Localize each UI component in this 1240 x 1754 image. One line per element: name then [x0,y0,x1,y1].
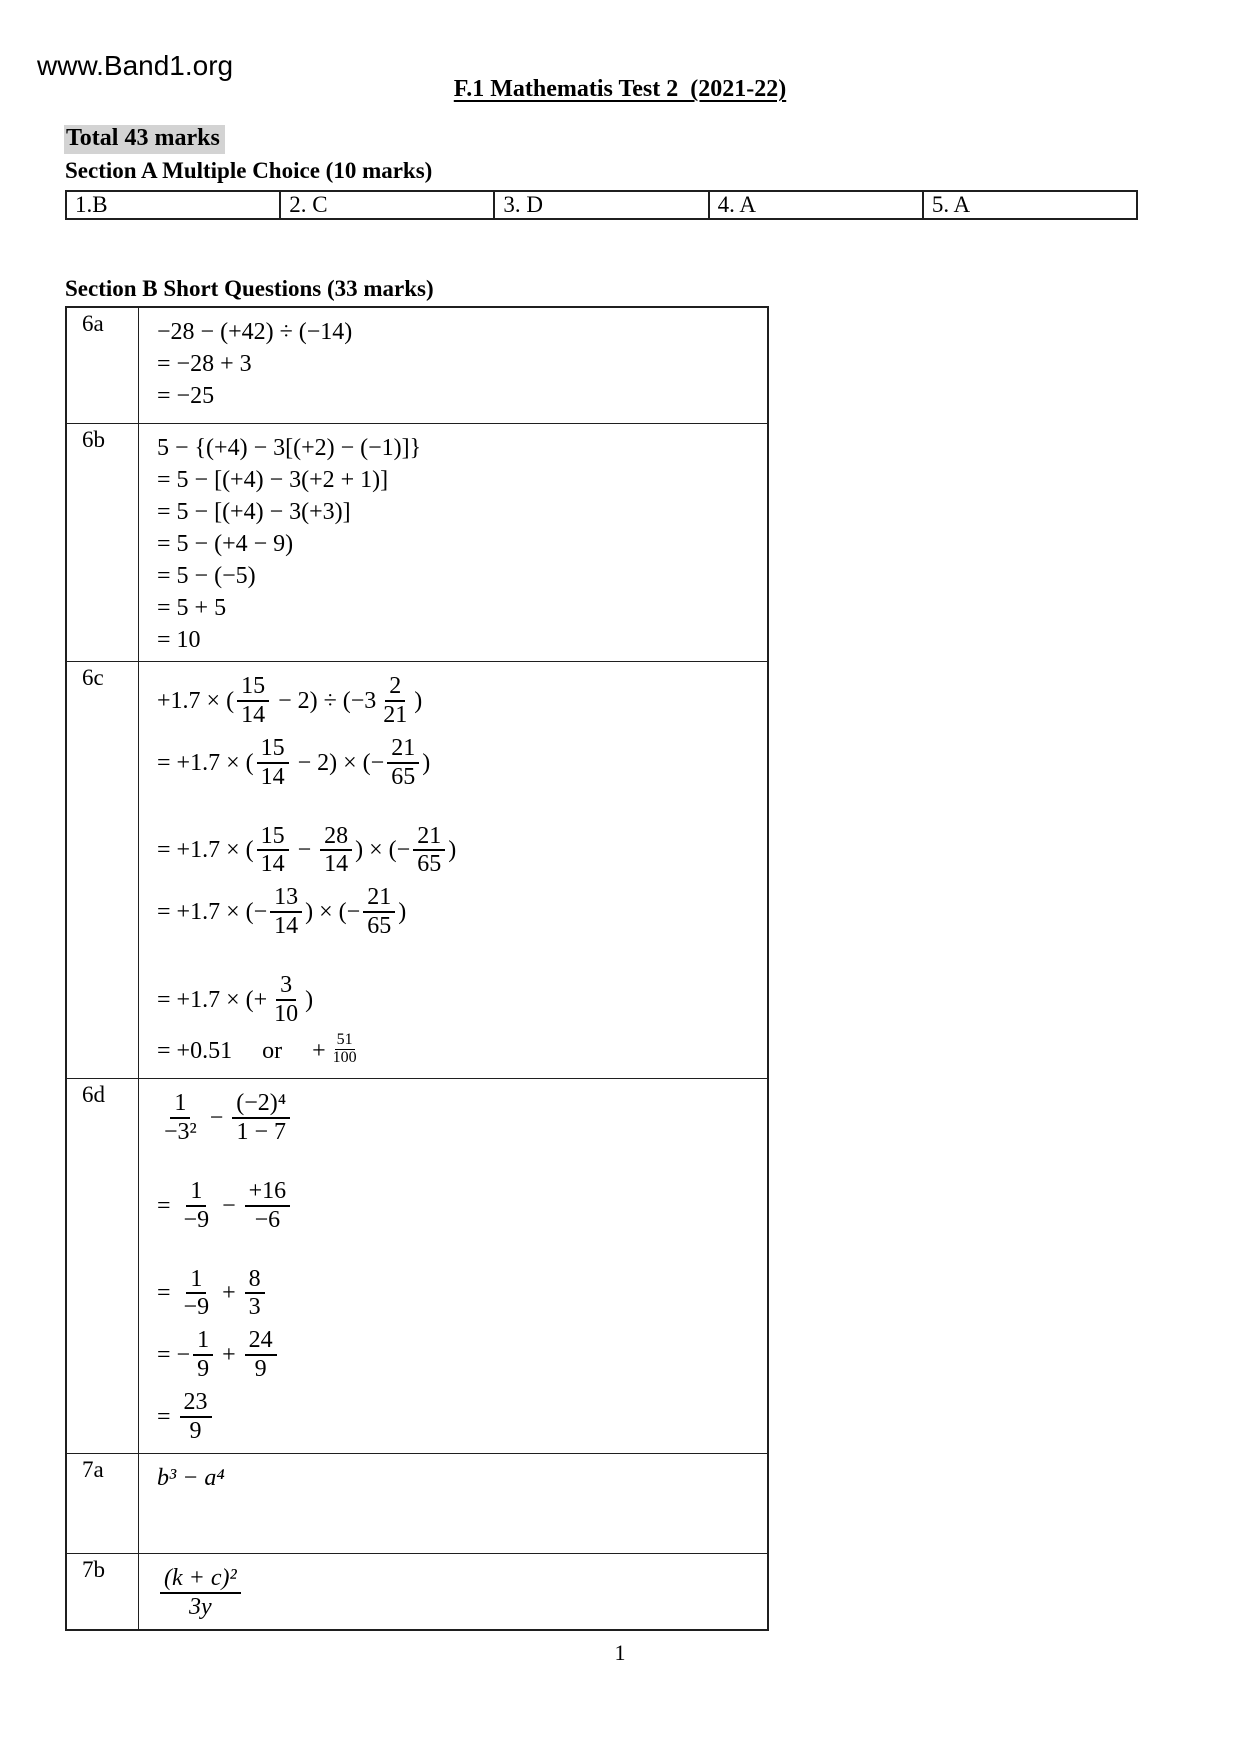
math-line [157,529,761,559]
fraction-denominator: 14 [260,851,285,878]
fraction-numerator: (k + c)² [160,1565,241,1594]
fraction-numerator: (−2)⁴ [232,1090,290,1119]
section-b-heading: Section B Short Questions (33 marks) [65,276,434,301]
math-line [157,1264,761,1324]
page-number: 1 [614,1640,626,1665]
math-text: 5 − {(+4) − 3[(+2) − (−1)]} [157,435,422,461]
math-line [157,1563,761,1623]
math-text: = 5 − [(+4) − 3(+2 + 1)] [157,467,389,493]
fraction-numerator: 15 [237,673,269,702]
fraction [180,1178,214,1234]
fraction-numerator: 23 [180,1389,212,1418]
math-text: ) [422,749,431,776]
math-text: b³ − a⁴ [157,1464,225,1491]
math-text: +1.7 × ( [157,687,235,714]
row-label: 6c [67,662,139,1078]
fraction-numerator: 15 [257,823,289,852]
fraction-numerator: 15 [257,735,289,764]
math-line [157,821,761,881]
row-content [139,1079,767,1453]
fraction [379,673,411,729]
math-line [157,317,761,347]
fraction [160,1090,201,1146]
math-text: ) [398,899,407,926]
row-label: 7b [67,1554,139,1629]
fraction-denominator: 14 [274,913,299,940]
math-text: ) [448,837,457,864]
math-text: ) [305,986,314,1013]
math-line [157,497,761,527]
section-a-answer-table [65,190,1138,220]
fraction-denominator: 65 [417,851,442,878]
fraction-denominator: −9 [183,1206,210,1233]
fraction-numerator: 21 [413,823,445,852]
math-text: − [216,1192,242,1219]
fraction-numerator: 1 [186,1178,206,1207]
fraction [363,884,395,940]
math-text: −28 − (+42) ÷ (−14) [157,319,353,345]
fraction [180,1266,214,1322]
math-text: = +1.7 × (− [157,899,268,926]
math-text: − [203,1104,230,1131]
fraction-numerator: 24 [245,1327,277,1356]
table-row [67,661,767,1078]
math-line [157,1325,761,1385]
answer-cell-2: 2. C [279,192,493,218]
fraction-denominator: 10 [274,1000,299,1027]
math-text: = +1.7 × ( [157,749,254,776]
fraction-numerator: +16 [245,1178,291,1207]
math-line [157,381,761,411]
table-row [67,423,767,661]
section-a-heading: Section A Multiple Choice (10 marks) [65,158,433,183]
math-line [157,593,761,623]
math-line [157,561,761,591]
answer-cell-1: 1.B [75,192,108,217]
fraction-denominator: 1 − 7 [236,1118,286,1145]
fraction-denominator: 14 [260,763,285,790]
fraction-denominator: 9 [197,1356,210,1383]
fraction-denominator: 14 [324,851,349,878]
math-text: = −25 [157,383,215,409]
fraction-numerator: 3 [276,972,296,1001]
math-text: = +1.7 × ( [157,837,254,864]
fraction-numerator: 13 [270,884,302,913]
fraction [320,823,352,879]
fraction-numerator: 1 [170,1090,190,1119]
table-row [67,1453,767,1553]
math-line [157,1463,761,1493]
fraction-numerator: 2 [385,673,405,702]
fraction [245,1327,277,1383]
row-label: 6a [67,308,139,423]
math-line [157,733,761,793]
answer-cell-5: 5. A [922,192,1136,218]
math-line [157,625,761,655]
fraction [160,1565,241,1621]
math-text: ) [414,687,423,714]
fraction-denominator: −9 [183,1294,210,1321]
math-line [157,349,761,379]
answer-cell-4: 4. A [708,192,922,218]
fraction-denominator: 9 [189,1417,202,1444]
row-label: 6b [67,424,139,661]
page-title: F.1 Mathematis Test 2 (2021-22) [453,76,787,102]
fraction-numerator: 1 [186,1266,206,1295]
fraction [180,1389,212,1445]
fraction-denominator: 9 [254,1356,267,1383]
site-url: www.Band1.org [37,50,234,81]
math-text: + [216,1342,242,1369]
row-content [139,308,767,423]
fraction-numerator: 21 [363,884,395,913]
math-line [157,671,761,731]
math-text: = 5 + 5 [157,595,227,621]
fraction-denominator: 14 [241,701,266,728]
fraction [257,735,289,791]
math-text: + [216,1280,242,1307]
fraction [270,972,302,1028]
math-line [157,970,761,1030]
fraction-denominator: 65 [367,913,392,940]
row-content [139,1454,767,1553]
math-line [157,1387,761,1447]
math-text: = +1.7 × (+ [157,986,268,1013]
fraction [329,1032,361,1067]
fraction-numerator: 8 [245,1266,265,1295]
math-text: ) × (− [355,837,411,864]
row-content [139,424,767,661]
math-text: = 5 − (−5) [157,563,256,589]
fraction [413,823,445,879]
math-line [157,1088,761,1148]
math-line [157,1032,761,1071]
math-text: = [157,1280,177,1307]
fraction-denominator: −3² [164,1118,197,1145]
table-row [67,308,767,423]
math-line [157,465,761,495]
table-row [67,1078,767,1453]
math-text: = 5 − [(+4) − 3(+3)] [157,499,351,525]
fraction-denominator: 3y [189,1593,212,1620]
fraction-denominator: 65 [391,763,416,790]
math-text: = +0.51 or + [157,1038,326,1065]
math-text: = 5 − (+4 − 9) [157,531,294,557]
row-content [139,1554,767,1629]
math-text: − [291,837,318,864]
fraction [245,1266,265,1322]
answer-cell-3: 3. D [493,192,707,218]
math-text: = [157,1192,177,1219]
math-line [157,882,761,942]
fraction [387,735,419,791]
fraction-numerator: 28 [320,823,352,852]
row-content [139,662,767,1078]
fraction [232,1090,290,1146]
fraction-numerator: 21 [387,735,419,764]
total-marks-highlight: Total 43 marks [64,125,225,154]
fraction-denominator: 3 [248,1294,261,1321]
math-text: = 10 [157,627,201,653]
fraction-denominator: 100 [332,1048,357,1066]
math-text: = − [157,1342,191,1369]
fraction-denominator: −6 [254,1206,281,1233]
math-text: = −28 + 3 [157,351,252,377]
row-label: 7a [67,1454,139,1553]
fraction-numerator: 1 [193,1327,213,1356]
row-label: 6d [67,1079,139,1453]
fraction-denominator: 21 [383,701,408,728]
fraction [257,823,289,879]
table-row [67,1553,767,1629]
fraction-numerator: 51 [336,1030,353,1048]
math-text: ) × (− [305,899,361,926]
section-b-table [65,306,769,1631]
math-line [157,433,761,463]
fraction [193,1327,213,1383]
math-text: − 2) × (− [291,749,385,776]
fraction [245,1178,291,1234]
fraction [237,673,269,729]
fraction [270,884,302,940]
math-line [157,1176,761,1236]
math-text: − 2) ÷ (−3 [272,687,377,714]
math-text: = [157,1403,177,1430]
